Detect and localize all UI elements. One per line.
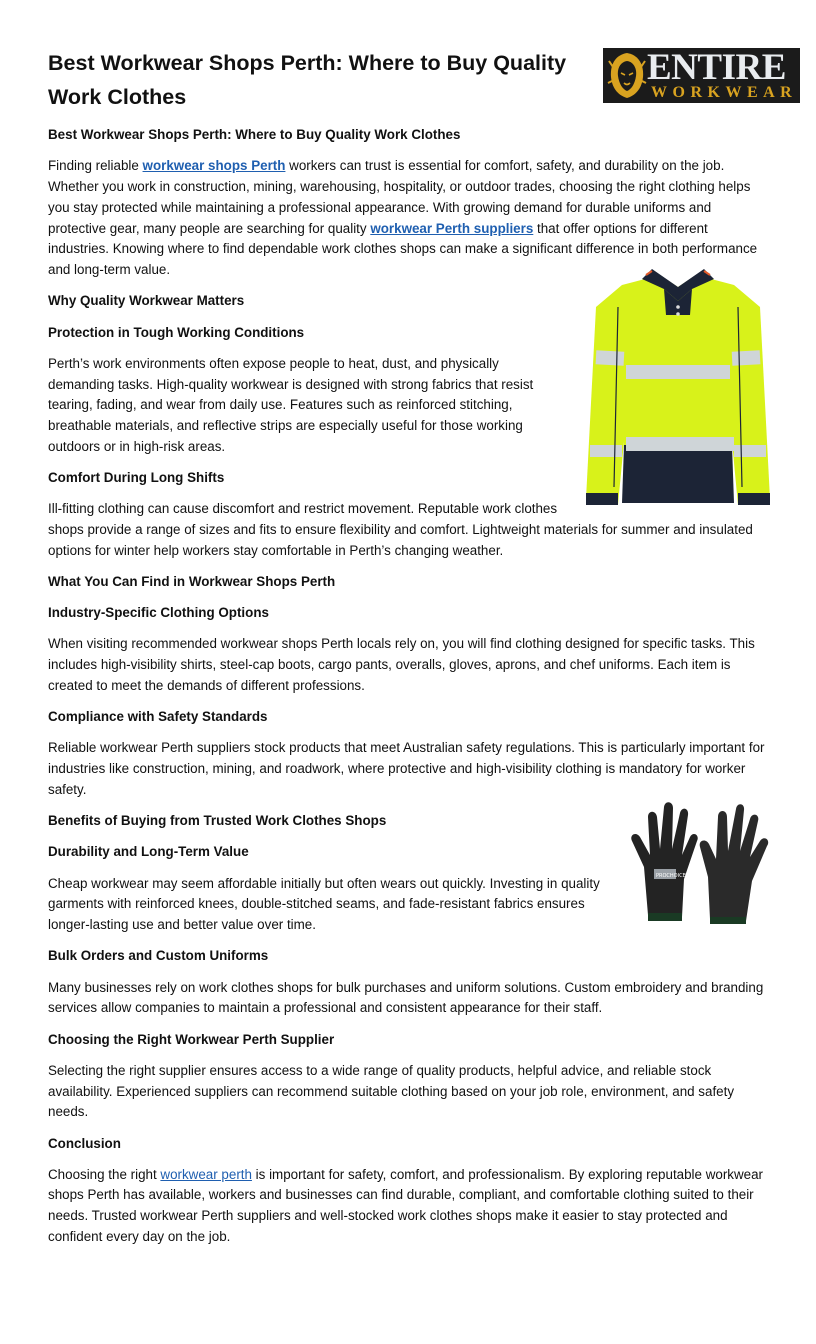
intro-text-1: Finding reliable bbox=[48, 158, 143, 174]
conclusion-text-1: Choosing the right bbox=[48, 1166, 161, 1182]
intro-text-3: that offer options for different industries. Knowing where to find dependable work clothes shops can make a significant difference in both performance and long-term value. bbox=[48, 220, 758, 278]
heading-compliance: Compliance with Safety Standards bbox=[48, 709, 268, 725]
intro-paragraph bbox=[48, 156, 768, 281]
heading-choosing: Choosing the Right Workwear Perth Supplier bbox=[48, 1031, 335, 1047]
workwear-perth-link[interactable]: workwear perth bbox=[160, 1166, 252, 1182]
lion-icon bbox=[607, 51, 647, 100]
heading-bulk-orders: Bulk Orders and Custom Uniforms bbox=[48, 948, 269, 964]
heading-why-quality: Why Quality Workwear Matters bbox=[48, 293, 245, 309]
heading-comfort: Comfort During Long Shifts bbox=[48, 470, 225, 486]
heading-what-you-can-find: What You Can Find in Workwear Shops Perth bbox=[48, 574, 336, 590]
article-subtitle: Best Workwear Shops Perth: Where to Buy Quality Work Clothes bbox=[48, 127, 461, 142]
logo-sub-text: WORKWEAR bbox=[651, 84, 798, 101]
protection-paragraph: Perth’s work environments often expose people to heat, dust, and physically demanding tasks. High-quality workwear is designed with strong fabrics that resist tearing, fading, and wear from daily use. Features such as reinforced stitching, breathable materials, and reflective strips are especially useful for those working outdoors or in high-risk areas. bbox=[48, 355, 534, 454]
intro-text-2: workers can trust is essential for comfort, safety, and durability on the job. Whether you work in construction, mining, warehousing, hospitality, or outdoor trades, choosing the right clothing helps you stay protected while maintaining a professional appearance. With growing demand for durable uniforms and protective gear, many people are searching for quality bbox=[48, 158, 751, 236]
bulk-paragraph: Many businesses rely on work clothes shops for bulk purchases and uniform solutions. Custom embroidery and branding services allow companies to maintain a professional and consistent appearance for their staff. bbox=[48, 979, 764, 1016]
work-gloves-image bbox=[626, 797, 776, 927]
comfort-paragraph: Ill-fitting clothing can cause discomfort and restrict movement. Reputable work clothes shops provide a range of sizes and fits to ensure flexibility and comfort. Lightweight materials for summer and insulated options for winter help workers stay comfortable in Perth’s changing weather. bbox=[48, 501, 753, 558]
heading-durability: Durability and Long-Term Value bbox=[48, 844, 249, 860]
heading-protection: Protection in Tough Working Conditions bbox=[48, 324, 305, 340]
page-title: Best Workwear Shops Perth: Where to Buy Quality Work Clothes bbox=[48, 51, 567, 109]
article-body bbox=[48, 125, 768, 1248]
logo-brand-text: ENTIRE bbox=[647, 48, 786, 88]
industry-paragraph: When visiting recommended workwear shops Perth locals rely on, you will find clothing designed for specific tasks. This includes high-visibility shirts, steel-cap boots, cargo pants, overalls, gloves, aprons, and chef uniforms. Each item is created to meet the demands of different professions. bbox=[48, 636, 755, 694]
heading-conclusion: Conclusion bbox=[48, 1135, 121, 1151]
heading-benefits: Benefits of Buying from Trusted Work Clothes Shops bbox=[48, 813, 387, 829]
workwear-shops-perth-link[interactable]: workwear shops Perth bbox=[142, 158, 286, 174]
glove-brand-label: PROCHOICE bbox=[656, 873, 686, 880]
compliance-paragraph: Reliable workwear Perth suppliers stock products that meet Australian safety regulations. This is particularly important for industries like construction, mining, and roadwork, where protective and high-visibility clothing is mandatory for worker safety. bbox=[48, 740, 765, 798]
conclusion-paragraph bbox=[48, 1165, 768, 1248]
heading-industry-specific: Industry-Specific Clothing Options bbox=[48, 605, 269, 621]
choosing-paragraph: Selecting the right supplier ensures access to a wide range of quality products, helpful advice, and reliable stock availability. Experienced suppliers can recommend suitable clothing based on your job role, environment, and safety needs. bbox=[48, 1062, 735, 1120]
entire-workwear-logo bbox=[603, 48, 800, 103]
durability-paragraph: Cheap workwear may seem affordable initially but often wears out quickly. Investing in quality garments with reinforced knees, double-stitched seams, and fade-resistant fabrics ensures longer-lasting use and better value over time. bbox=[48, 875, 600, 933]
hi-vis-shirt-image bbox=[582, 267, 774, 517]
conclusion-text-2: is important for safety, comfort, and professionalism. By exploring reputable workwear shops Perth has available, workers and businesses can find durable, compliant, and comfortable clothing suited to their needs. Trusted workwear Perth suppliers and well-stocked work clothes shops make it easier to stay protected and confident every day on the job. bbox=[48, 1166, 764, 1245]
workwear-perth-suppliers-link[interactable]: workwear Perth suppliers bbox=[370, 220, 534, 236]
